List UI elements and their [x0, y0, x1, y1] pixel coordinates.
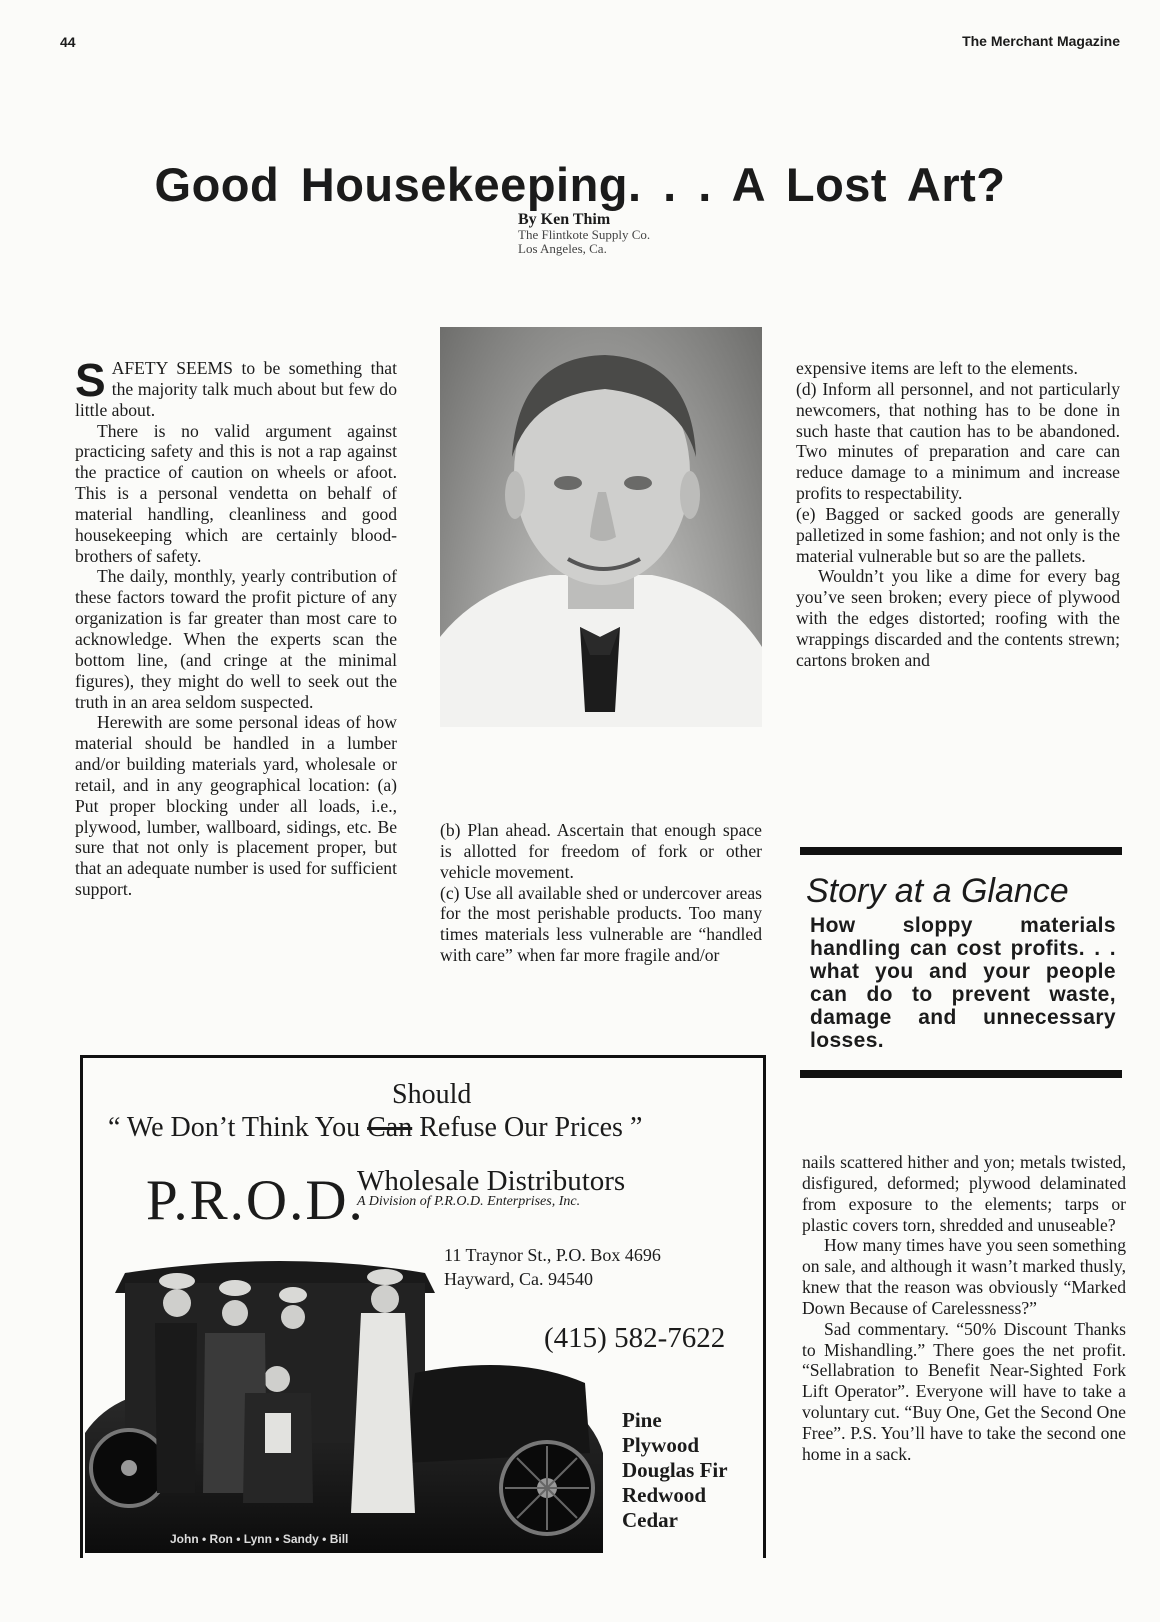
paragraph: (d) Inform all personnel, and not particularly newcomers, that nothing has to be done in such haste that caution has to be abandoned. Two minutes of preparation and care can reduce damage to a minimum and increase profits to respectability.: [796, 378, 1120, 504]
ad-address-line-2: Hayward, Ca. 94540: [444, 1269, 593, 1289]
ad-company-name: P.R.O.D.: [146, 1169, 365, 1232]
ad-staff-names: John • Ron • Lynn • Sandy • Bill: [170, 1532, 349, 1546]
struck-word: Can: [367, 1112, 413, 1143]
page-number: 44: [60, 34, 76, 50]
ad-product-list: [622, 1408, 728, 1533]
author-name: By Ken Thim: [518, 211, 611, 228]
product-item: Plywood: [622, 1433, 700, 1457]
ad-tagline: Wholesale Distributors: [357, 1165, 626, 1197]
article-column-3-bottom: [802, 1152, 1126, 1465]
product-item: Redwood: [622, 1483, 707, 1507]
author-location: Los Angeles, Ca.: [518, 241, 607, 256]
paragraph: expensive items are left to the elements.: [796, 358, 1078, 378]
article-column-3-top: [796, 358, 1120, 671]
ad-division: A Division of P.R.O.D. Enterprises, Inc.: [357, 1194, 581, 1209]
paragraph: SAFETY SEEMS to be something that the majority talk much about but few do little about.: [75, 354, 397, 420]
ad-vintage-car-photo: [85, 1253, 603, 1553]
article-column-1: [75, 354, 397, 900]
article-column-2: [440, 820, 762, 966]
ad-slogan: “ We Don’t Think You Can Refuse Our Prices ”: [108, 1112, 643, 1143]
paragraph: (c) Use all available shed or undercover areas for the most perishable products. Too many times materials less vulnerable are “handled with care” when far more fragile and/or: [440, 882, 762, 966]
portrait-illustration: [440, 327, 762, 727]
paragraph: The daily, monthly, yearly contribution of these factors toward the profit picture of any organization is far greater than most care to acknowledge. When the experts scan the bottom line, (and cringe at the minimal figures), they might do well to seek out the truth in an area seldom suspected.: [75, 566, 397, 712]
paragraph: nails scattered hither and yon; metals twisted, disfigured, deformed; plywood delaminated from exposure to the elements; tarps or plastic covers torn, shredded and unuseable?: [802, 1152, 1126, 1235]
product-item: Douglas Fir: [622, 1458, 728, 1482]
paragraph: Wouldn’t you like a dime for every bag you’ve seen broken; every piece of plywood with the edges distorted; roofing with the wrappings discarded and the contents strewn; cartons broken and: [796, 566, 1120, 670]
paragraph: Herewith are some personal ideas of how material should be handled in a lumber and/or building materials yard, wholesale or retail, and in any geographical location: (a) Put proper blocking under all loads, i.e., plywood, lumber, wallboard, sidings, etc. Be sure that not only is placement proper, but that an adequate number is used for sufficient support.: [75, 712, 397, 900]
vintage-car-illustration: [85, 1253, 603, 1553]
glance-top-rule: [800, 847, 1122, 855]
glance-bottom-rule: [800, 1070, 1122, 1078]
product-item: Cedar: [622, 1508, 678, 1532]
glance-summary: How sloppy materials handling can cost profits. . . what you and your people can do to prevent waste, damage and unnecessary losses.: [810, 914, 1116, 1052]
article-title: Good Housekeeping. . . A Lost Art?: [154, 158, 1006, 211]
glance-heading: Story at a Glance: [806, 872, 1069, 910]
author-portrait-photo: [440, 327, 762, 727]
product-item: Pine: [622, 1408, 662, 1432]
ad-phone: (415) 582-7622: [544, 1322, 726, 1354]
paragraph: Sad commentary. “50% Discount Thanks to Mishandling.” There goes the net profit. “Sellabration to Benefit Near-Sighted Fork Lift Operator”. Everyone will have to take a voluntary cut. “Buy One, Get the Second One Free”. P.S. You’ll have to take the second one home in a sack.: [802, 1318, 1126, 1464]
ad-address-line-1: 11 Traynor St., P.O. Box 4696: [444, 1245, 661, 1265]
paragraph: (e) Bagged or sacked goods are generally palletized in some fashion; and not only is the material vulnerable but so are the pallets.: [796, 503, 1120, 566]
paragraph: There is no valid argument against practicing safety and this is not a rap against the practice of caution on wheels or afoot. This is a personal vendetta on behalf of material handling, cleanliness and good housekeeping which are certainly blood-brothers of safety.: [75, 420, 397, 566]
paragraph: (b) Plan ahead. Ascertain that enough space is allotted for freedom of fork or other vehicle movement.: [440, 820, 762, 882]
author-company: The Flintkote Supply Co.: [518, 227, 651, 242]
drop-cap: S: [75, 354, 106, 406]
byline: [518, 212, 650, 256]
magazine-name: The Merchant Magazine: [962, 33, 1120, 49]
paragraph: How many times have you seen something on sale, and although it wasn’t marked thusly, knew that the reason was obviously “Marked Down Because of Carelessness?”: [802, 1235, 1126, 1318]
ad-should: Should: [392, 1079, 472, 1110]
